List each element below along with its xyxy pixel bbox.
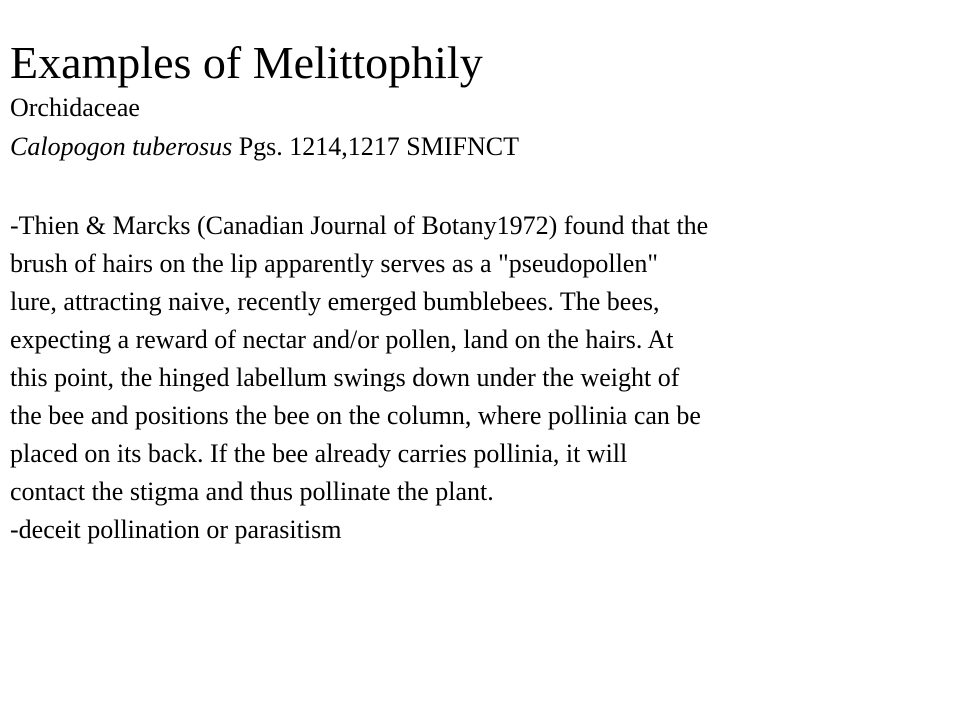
body-line: lure, attracting naive, recently emerged bumblebees. The bees,: [10, 287, 660, 316]
body-line: contact the stigma and thus pollinate the plant.: [10, 477, 494, 506]
body-line: the bee and positions the bee on the column, where pollinia can be: [10, 401, 701, 430]
slide-title: Examples of Melittophily: [10, 37, 483, 88]
body-line: brush of hairs on the lip apparently serves as a "pseudopollen": [10, 249, 658, 278]
body-line: -deceit pollination or parasitism: [10, 515, 342, 544]
species-name: Calopogon tuberosus: [10, 132, 233, 161]
body-line: this point, the hinged labellum swings down under the weight of: [10, 363, 680, 392]
family-name: Orchidaceae: [10, 93, 140, 122]
species-reference: Pgs. 1214,1217 SMIFNCT: [232, 132, 519, 161]
species-line: [10, 131, 519, 163]
body-line: placed on its back. If the bee already carries pollinia, it will: [10, 439, 628, 468]
body-text: [10, 207, 708, 549]
body-line: -Thien & Marcks (Canadian Journal of Botany1972) found that the: [10, 211, 709, 240]
body-line: expecting a reward of nectar and/or pollen, land on the hairs. At: [10, 325, 674, 354]
